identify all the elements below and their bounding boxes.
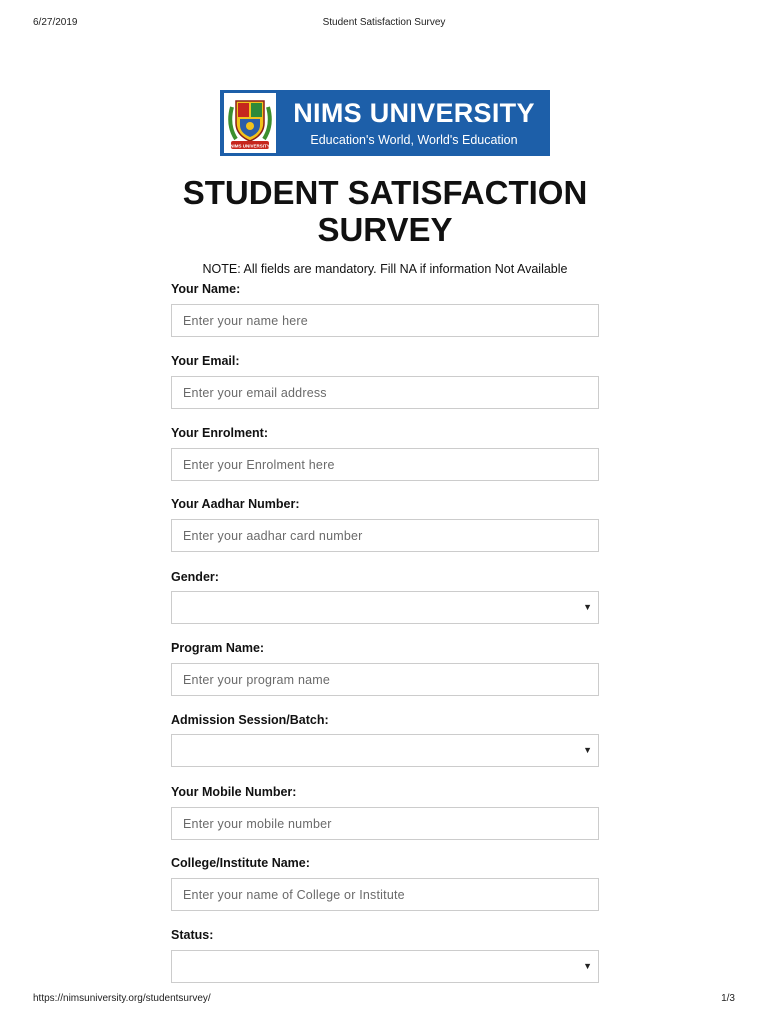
- mandatory-note: NOTE: All fields are mandatory. Fill NA if information Not Available: [202, 262, 568, 276]
- name-input[interactable]: [171, 304, 599, 337]
- dropdown-arrow-icon: ▼: [583, 745, 592, 755]
- logo-tagline: Education's World, World's Education: [310, 133, 518, 147]
- print-page-number: 1/3: [721, 993, 735, 1004]
- enrolment-input[interactable]: [171, 448, 599, 481]
- logo-name: NIMS UNIVERSITY: [293, 98, 535, 128]
- college-label: College/Institute Name:: [171, 856, 310, 870]
- dropdown-arrow-icon: ▼: [583, 961, 592, 971]
- print-header: [0, 17, 768, 31]
- college-input[interactable]: [171, 878, 599, 911]
- email-label: Your Email:: [171, 354, 240, 368]
- print-url: https://nimsuniversity.org/studentsurvey/: [33, 993, 211, 1004]
- gender-label: Gender:: [171, 570, 219, 584]
- aadhar-label: Your Aadhar Number:: [171, 497, 300, 511]
- svg-text:NIMS UNIVERSITY: NIMS UNIVERSITY: [230, 143, 270, 149]
- dropdown-arrow-icon: ▼: [583, 602, 592, 612]
- session-select[interactable]: [171, 734, 599, 767]
- university-logo: [220, 90, 550, 156]
- crest-emblem-icon: [224, 93, 276, 153]
- print-date: 6/27/2019: [33, 17, 78, 28]
- status-select[interactable]: [171, 950, 599, 983]
- name-label: Your Name:: [171, 282, 241, 296]
- program-input[interactable]: [171, 663, 599, 696]
- print-title: Student Satisfaction Survey: [322, 17, 446, 28]
- page-title: STUDENT SATISFACTION SURVEY: [182, 174, 588, 248]
- mobile-label: Your Mobile Number:: [171, 785, 297, 799]
- gender-select[interactable]: [171, 591, 599, 624]
- session-label: Admission Session/Batch:: [171, 713, 329, 727]
- enrolment-label: Your Enrolment:: [171, 426, 268, 440]
- aadhar-input[interactable]: [171, 519, 599, 552]
- print-footer: [0, 993, 768, 1007]
- status-label: Status:: [171, 928, 214, 942]
- email-input[interactable]: [171, 376, 599, 409]
- mobile-input[interactable]: [171, 807, 599, 840]
- program-label: Program Name:: [171, 641, 265, 655]
